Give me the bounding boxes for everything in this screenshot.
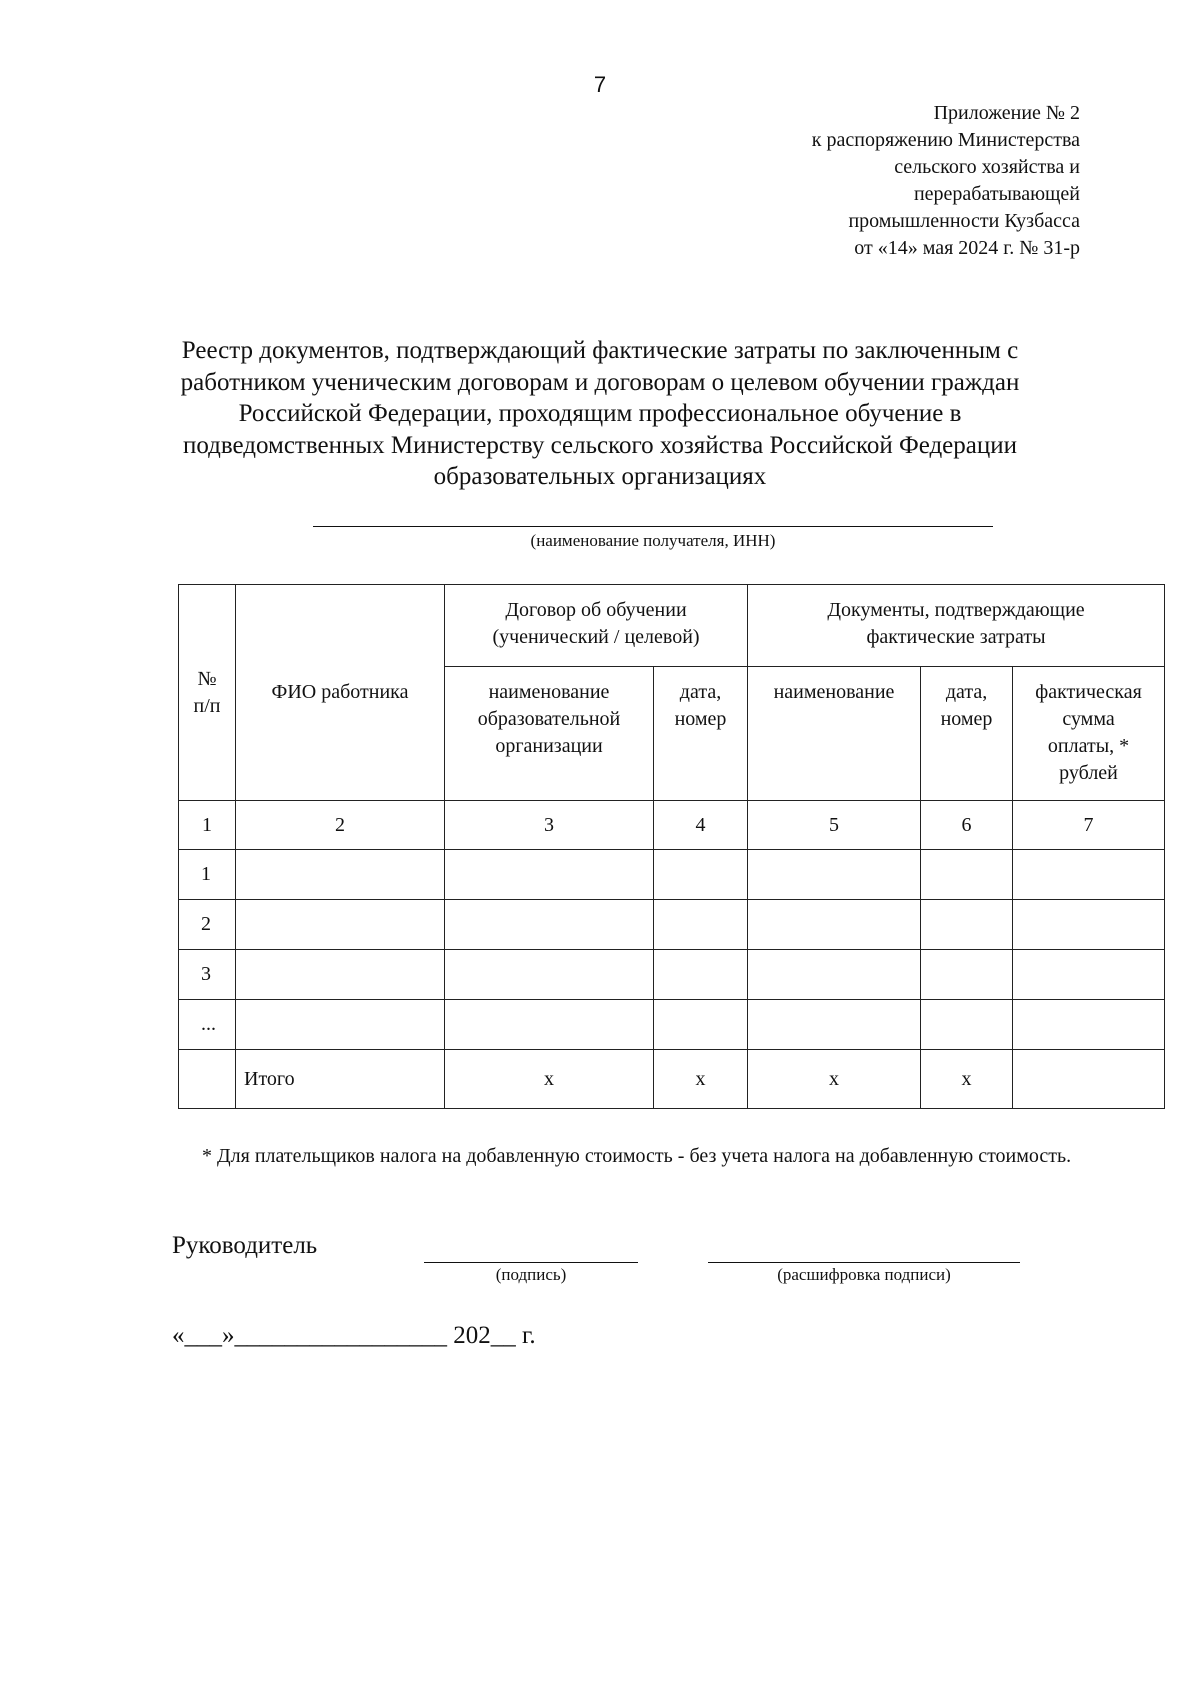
header-contract-group: Договор об обучении (ученический / целевой)	[445, 585, 748, 667]
signature-decode-caption: (расшифровка подписи)	[777, 1265, 951, 1284]
signature-caption: (подпись)	[495, 1265, 567, 1284]
row-number: 1	[179, 850, 236, 900]
table-cell	[748, 850, 921, 900]
table-cell	[654, 1000, 748, 1050]
total-mark: х	[921, 1050, 1013, 1109]
document-title	[130, 335, 1070, 493]
table-cell	[748, 900, 921, 950]
appendix-line: сельского хозяйства и	[894, 156, 1080, 178]
column-number: 6	[921, 801, 1013, 850]
title-line: работником ученическим договорам и договорам о целевом обучении граждан	[180, 368, 1020, 396]
total-label: Итого	[236, 1050, 445, 1109]
table-cell	[1013, 850, 1165, 900]
column-number: 4	[654, 801, 748, 850]
page-number: 7	[593, 72, 607, 97]
table-cell	[921, 900, 1013, 950]
row-number: ...	[179, 1000, 236, 1050]
title-line: Российской Федерации, проходящим профессиональное обучение в	[238, 400, 962, 427]
header-contract-organization: наименование образовательной организации	[445, 667, 654, 801]
appendix-line: промышленности Кузбасса	[848, 210, 1080, 232]
total-mark: х	[445, 1050, 654, 1109]
table-row	[179, 850, 1165, 900]
table-cell	[921, 950, 1013, 1000]
table-cell	[748, 950, 921, 1000]
appendix-line: от «14» мая 2024 г. № 31-р	[854, 237, 1080, 259]
table-cell	[921, 850, 1013, 900]
head-label: Руководитель	[172, 1232, 318, 1259]
column-number: 7	[1013, 801, 1165, 850]
table-cell	[654, 950, 748, 1000]
row-number: 3	[179, 950, 236, 1000]
header-number: № п/п	[179, 585, 236, 801]
header-document-sum: фактическая сумма оплаты, * рублей	[1013, 667, 1165, 801]
row-number: 2	[179, 900, 236, 950]
table-cell	[445, 900, 654, 950]
table-cell	[1013, 950, 1165, 1000]
signature-decode-line	[708, 1262, 1020, 1263]
appendix-line: перерабатывающей	[913, 183, 1080, 205]
table-cell	[1013, 900, 1165, 950]
table-cell	[236, 850, 445, 900]
table-cell	[445, 850, 654, 900]
header-document-date: дата, номер	[921, 667, 1013, 801]
column-number: 1	[179, 801, 236, 850]
total-sum-cell	[1013, 1050, 1165, 1109]
header-fio: ФИО работника	[236, 585, 445, 801]
column-number: 2	[236, 801, 445, 850]
header-contract-date: дата, номер	[654, 667, 748, 801]
table-row	[179, 900, 1165, 950]
table-cell	[236, 900, 445, 950]
table-cell	[236, 950, 445, 1000]
title-line: образовательных организациях	[433, 463, 767, 490]
table-row	[179, 950, 1165, 1000]
total-mark: х	[748, 1050, 921, 1109]
appendix-line: к распоряжению Министерства	[811, 129, 1080, 151]
table-cell	[445, 1000, 654, 1050]
appendix-reference	[812, 100, 1080, 262]
table-cell	[921, 1000, 1013, 1050]
table-cell	[236, 1000, 445, 1050]
recipient-caption: (наименование получателя, ИНН)	[530, 531, 776, 550]
vat-footnote: * Для плательщиков налога на добавленную стоимость - без учета налога на добавленную стоимость.	[202, 1145, 1072, 1167]
table-cell	[748, 1000, 921, 1050]
title-line: подведомственных Министерству сельского хозяйства Российской Федерации	[182, 431, 1018, 459]
signature-line	[424, 1262, 638, 1263]
appendix-line: Приложение № 2	[933, 102, 1080, 124]
recipient-fill-line	[313, 526, 993, 527]
table-cell	[445, 950, 654, 1000]
date-line: «___»_________________ 202__ г.	[172, 1322, 536, 1349]
column-number: 5	[748, 801, 921, 850]
table-row	[179, 1000, 1165, 1050]
column-number-row	[179, 801, 1165, 850]
table-cell	[179, 1050, 236, 1109]
column-number: 3	[445, 801, 654, 850]
table-cell	[654, 900, 748, 950]
table-cell	[654, 850, 748, 900]
header-document-name: наименование	[748, 667, 921, 801]
header-documents-group: Документы, подтверждающие фактические затраты	[748, 585, 1165, 667]
total-row	[179, 1050, 1165, 1109]
table-cell	[1013, 1000, 1165, 1050]
total-mark: х	[654, 1050, 748, 1109]
register-table	[178, 584, 1165, 1109]
title-line: Реестр документов, подтверждающий фактические затраты по заключенным с	[181, 337, 1019, 364]
